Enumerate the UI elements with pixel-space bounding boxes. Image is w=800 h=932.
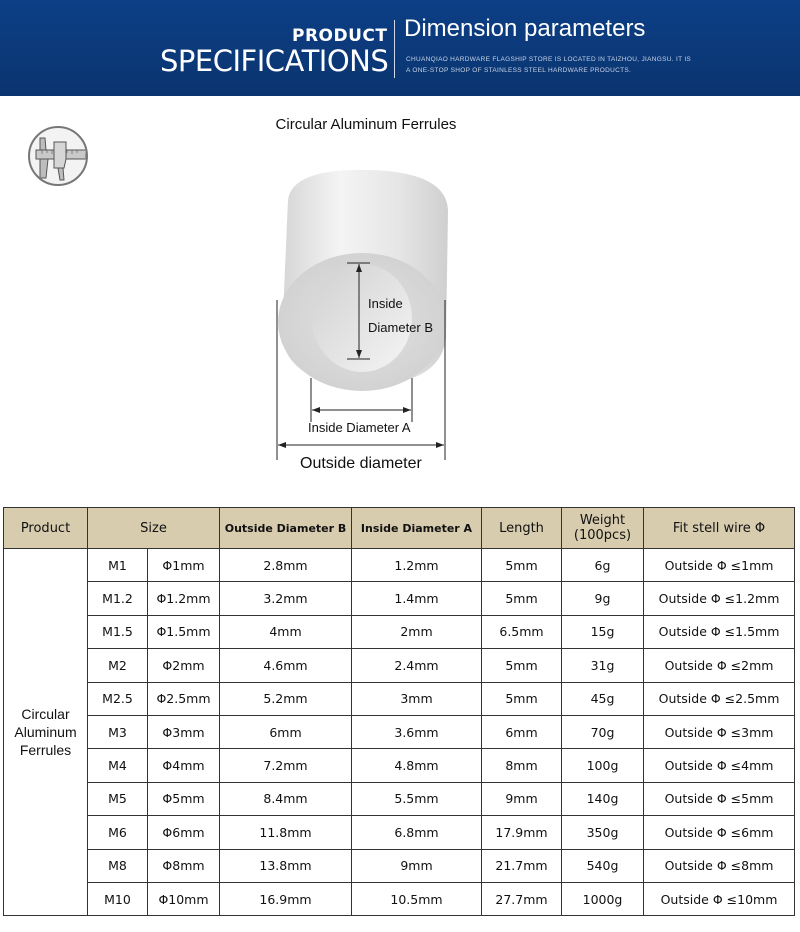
cell-fit: Outside Φ ≤6mm [644,816,795,849]
table-row [4,782,795,815]
cell-fit: Outside Φ ≤3mm [644,715,795,748]
cell-fit: Outside Φ ≤4mm [644,749,795,782]
table-header-row [4,508,795,549]
cell-inside-diameter-a: 1.4mm [352,582,482,615]
cell-inside-diameter-a: 2.4mm [352,649,482,682]
cell-weight: 350g [562,816,644,849]
cell-model: M5 [88,782,148,815]
cell-outside-diameter-b: 3.2mm [220,582,352,615]
cell-length: 5mm [482,682,562,715]
cell-model: M4 [88,749,148,782]
cell-length: 6.5mm [482,615,562,648]
cell-size: Φ1.2mm [148,582,220,615]
table-row [4,882,795,915]
cell-length: 5mm [482,582,562,615]
table-row [4,615,795,648]
cell-fit: Outside Φ ≤1.2mm [644,582,795,615]
cell-model: M2 [88,649,148,682]
cell-outside-diameter-b: 11.8mm [220,816,352,849]
table-row [4,549,795,582]
banner-subtitle [406,54,706,76]
cell-fit: Outside Φ ≤1mm [644,549,795,582]
cell-inside-diameter-a: 1.2mm [352,549,482,582]
cell-outside-diameter-b: 4.6mm [220,649,352,682]
header-weight [562,508,644,549]
inside-diameter-b-label-line-1: Inside [368,296,403,311]
cell-size: Φ8mm [148,849,220,882]
cell-fit: Outside Φ ≤2.5mm [644,682,795,715]
product-name-line-2: Aluminum [14,724,77,741]
table-row [4,682,795,715]
cell-length: 17.9mm [482,816,562,849]
cell-length: 5mm [482,649,562,682]
cell-weight: 31g [562,649,644,682]
banner-subtitle-line-1: CHUANQIAO HARDWARE FLAGSHIP STORE IS LOCATED IN TAIZHOU, JIANGSU. IT IS [406,56,692,63]
cell-inside-diameter-a: 4.8mm [352,749,482,782]
illustration-title: Circular Aluminum Ferrules [275,116,457,133]
cell-weight: 15g [562,615,644,648]
cell-outside-diameter-b: 5.2mm [220,682,352,715]
cell-outside-diameter-b: 6mm [220,715,352,748]
cell-size: Φ6mm [148,816,220,849]
cell-weight: 1000g [562,882,644,915]
header-weight-line-2: (100pcs) [573,528,632,543]
cell-outside-diameter-b: 4mm [220,615,352,648]
cell-weight: 140g [562,782,644,815]
table-row [4,849,795,882]
cell-size: Φ3mm [148,715,220,748]
table-row [4,715,795,748]
cell-size: Φ2mm [148,649,220,682]
banner-product-label: PRODUCT [292,26,388,46]
cell-inside-diameter-a: 3mm [352,682,482,715]
cell-outside-diameter-b: 8.4mm [220,782,352,815]
product-name-line-1: Circular [21,706,70,723]
cell-inside-diameter-a: 5.5mm [352,782,482,815]
cell-size: Φ2.5mm [148,682,220,715]
outside-diameter-label: Outside diameter [300,455,422,472]
header-size: Size [88,508,220,549]
cell-inside-diameter-a: 6.8mm [352,816,482,849]
cell-model: M3 [88,715,148,748]
header-outside-diameter-b: Outside Diameter B [220,508,352,549]
cell-size: Φ1mm [148,549,220,582]
caliper-icon [28,126,88,186]
header-inside-diameter-a: Inside Diameter A [352,508,482,549]
cell-size: Φ1.5mm [148,615,220,648]
cell-fit: Outside Φ ≤2mm [644,649,795,682]
table-row [4,816,795,849]
cell-weight: 45g [562,682,644,715]
product-name-cell [4,549,88,916]
cell-length: 6mm [482,715,562,748]
cell-weight: 70g [562,715,644,748]
banner-dimension-title: Dimension parameters [404,15,646,42]
table-row [4,582,795,615]
cell-weight: 9g [562,582,644,615]
banner-divider [394,20,395,78]
banner-specifications-label: SPECIFICATIONS [160,44,389,78]
cell-weight: 100g [562,749,644,782]
cell-model: M1.5 [88,615,148,648]
cell-model: M6 [88,816,148,849]
ferrule-diagram [270,160,460,460]
cell-inside-diameter-a: 10.5mm [352,882,482,915]
cell-size: Φ10mm [148,882,220,915]
cell-model: M1 [88,549,148,582]
cell-outside-diameter-b: 16.9mm [220,882,352,915]
table-row [4,749,795,782]
cell-length: 8mm [482,749,562,782]
table-row [4,649,795,682]
header-weight-line-1: Weight [579,513,626,528]
cell-inside-diameter-a: 3.6mm [352,715,482,748]
specification-table [3,507,795,916]
cell-length: 5mm [482,549,562,582]
cell-model: M1.2 [88,582,148,615]
inside-diameter-b-label-line-2: Diameter B [368,320,434,335]
cell-model: M10 [88,882,148,915]
cell-inside-diameter-a: 2mm [352,615,482,648]
inside-diameter-a-label: Inside Diameter A [308,420,411,435]
cell-size: Φ5mm [148,782,220,815]
banner-subtitle-line-2: A ONE-STOP SHOP OF STAINLESS STEEL HARDWARE PRODUCTS. [406,67,632,74]
header-fit-steel-wire: Fit stell wire Φ [644,508,795,549]
cell-fit: Outside Φ ≤8mm [644,849,795,882]
header-length: Length [482,508,562,549]
cell-fit: Outside Φ ≤10mm [644,882,795,915]
header-product: Product [4,508,88,549]
cell-size: Φ4mm [148,749,220,782]
cell-weight: 6g [562,549,644,582]
cell-inside-diameter-a: 9mm [352,849,482,882]
cell-model: M2.5 [88,682,148,715]
cell-fit: Outside Φ ≤5mm [644,782,795,815]
product-name-line-3: Ferrules [19,742,72,759]
cell-model: M8 [88,849,148,882]
cell-outside-diameter-b: 2.8mm [220,549,352,582]
header-banner [0,0,800,96]
cell-length: 21.7mm [482,849,562,882]
cell-length: 27.7mm [482,882,562,915]
cell-outside-diameter-b: 7.2mm [220,749,352,782]
cell-outside-diameter-b: 13.8mm [220,849,352,882]
cell-length: 9mm [482,782,562,815]
cell-weight: 540g [562,849,644,882]
cell-fit: Outside Φ ≤1.5mm [644,615,795,648]
